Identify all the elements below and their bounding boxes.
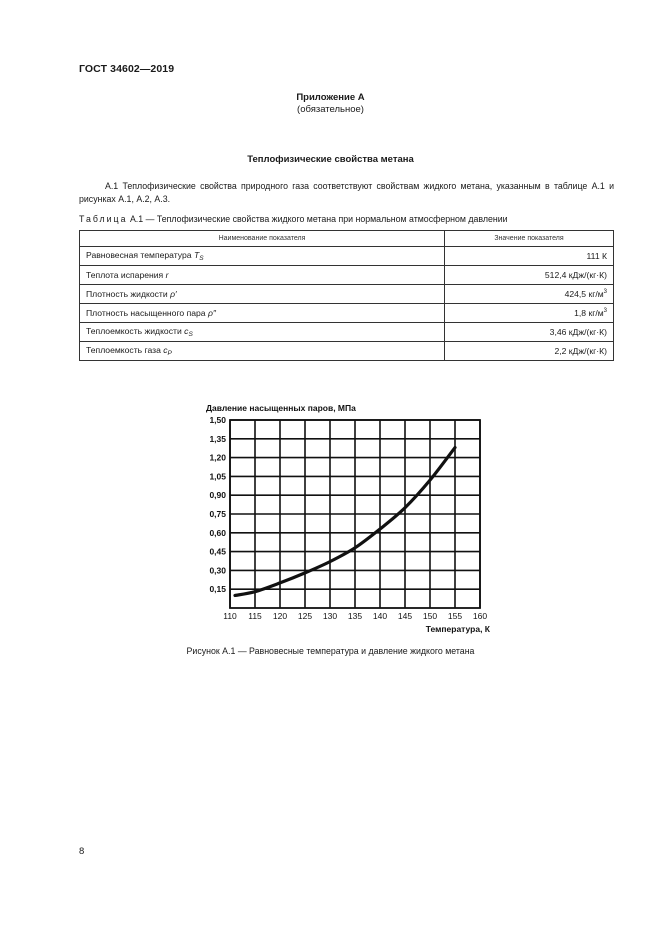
y-tick-label: 0,60 (209, 527, 226, 538)
section-title: Теплофизические свойства метана (247, 154, 414, 165)
x-tick-label: 135 (347, 611, 363, 621)
y-tick-label: 1,05 (209, 471, 226, 482)
property-symbol-subscript: S (188, 331, 193, 338)
property-symbol: c (184, 326, 189, 336)
property-value: 3,46 кДж/(кг·К) (549, 327, 607, 337)
property-name: Плотность насыщенного пара (86, 308, 208, 318)
page-number: 8 (79, 846, 85, 857)
x-tick-label: 110 (223, 611, 237, 621)
x-tick-label: 120 (272, 611, 288, 621)
property-name: Теплота испарения (86, 270, 166, 280)
x-tick-label: 155 (447, 611, 463, 621)
y-tick-label: 1,35 (209, 433, 226, 444)
y-tick-label: 0,45 (209, 546, 226, 557)
x-tick-label: 125 (297, 611, 313, 621)
property-value: 512,4 кДж/(кг·К) (544, 270, 607, 280)
x-tick-label: 130 (322, 611, 338, 621)
property-symbol: T (193, 250, 200, 260)
y-tick-label: 1,20 (209, 452, 226, 463)
annex-title: Приложение А (296, 92, 365, 103)
y-tick-label: 0,90 (209, 490, 226, 501)
document-header: ГОСТ 34602—2019 (79, 63, 175, 75)
property-name: Теплоемкость газа (86, 345, 164, 355)
property-value: 2,2 кДж/(кг·К) (554, 346, 607, 356)
property-symbol: r (165, 270, 169, 280)
x-tick-label: 115 (248, 611, 262, 621)
property-symbol: ρ′ (170, 289, 177, 299)
property-symbol: ρ″ (207, 308, 216, 318)
property-value-superscript: 3 (603, 308, 607, 314)
x-tick-label: 150 (422, 611, 438, 621)
property-name: Теплоемкость жидкости (86, 326, 185, 336)
table-caption-prefix: Таблица (79, 214, 128, 224)
series-line (235, 448, 455, 596)
property-name: Равновесная температура (86, 250, 194, 260)
y-tick-label: 0,15 (209, 584, 226, 595)
property-value-superscript: 3 (603, 289, 607, 295)
column-header-value: Значение показателя (445, 231, 614, 247)
property-symbol-subscript: P (167, 350, 172, 357)
y-axis-label: Давление насыщенных паров, МПа (206, 403, 356, 413)
x-tick-label: 140 (372, 611, 388, 621)
x-axis-label: Температура, К (425, 624, 490, 634)
intro-paragraph-text: А.1 Теплофизические свойства природного газа соответствуют свойствам жидкого метана, указанным в таблице А.1 и рисунках А.1, А.2, А.3. (79, 181, 614, 204)
property-name: Плотность жидкости (86, 289, 171, 299)
x-tick-label: 145 (397, 611, 413, 621)
property-value: 111 К (586, 251, 607, 261)
x-tick-label: 160 (472, 611, 488, 621)
y-tick-label: 1,50 (209, 415, 226, 425)
annex-subtitle: (обязательное) (297, 104, 364, 115)
property-value: 424,5 кг/м (564, 289, 604, 299)
property-value: 1,8 кг/м (574, 308, 604, 318)
y-tick-label: 0,75 (209, 509, 226, 519)
column-header-name: Наименование показателя (80, 231, 445, 247)
table-caption-text: А.1 — Теплофизические свойства жидкого метана при нормальном атмосферном давлении (127, 214, 508, 224)
property-symbol-subscript: S (199, 255, 204, 262)
figure-caption: Рисунок А.1 — Равновесные температура и давление жидкого метана (186, 646, 475, 656)
property-symbol: c (163, 345, 168, 355)
y-tick-label: 0,30 (209, 565, 226, 576)
